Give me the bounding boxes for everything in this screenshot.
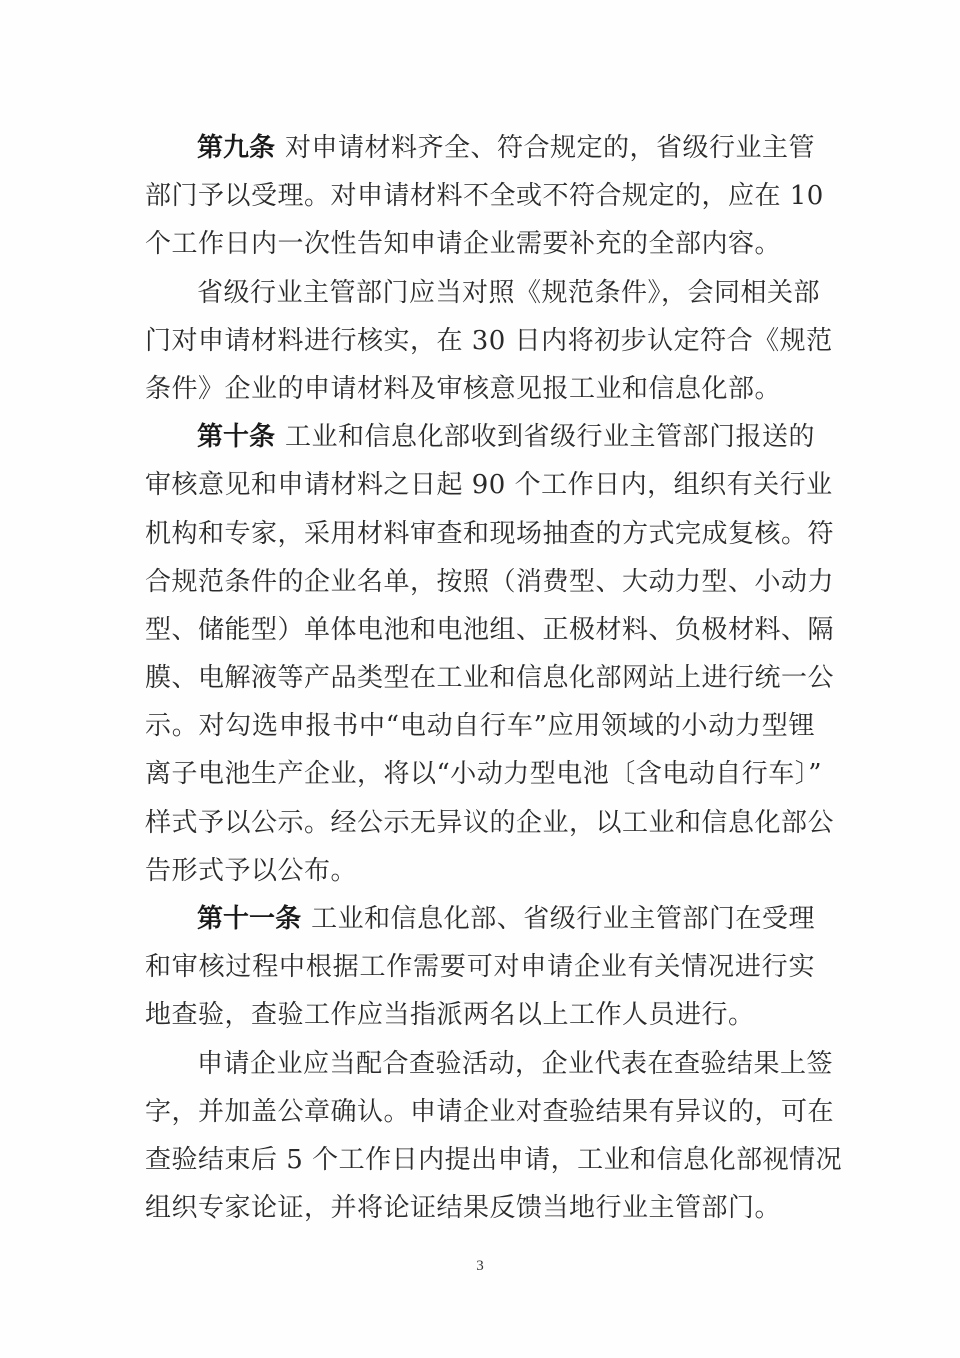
article-heading: 第十条 xyxy=(197,422,276,453)
text-line: 和审核过程中根据工作需要可对申请企业有关情况进行实 xyxy=(145,952,815,983)
paragraph-article-9-cont xyxy=(145,269,833,414)
text-line: 型、储能型）单体电池和电池组、正极材料、负极材料、隔 xyxy=(145,614,835,645)
text-line: 机构和专家，采用材料审查和现场抽查的方式完成复核。符 xyxy=(145,518,835,549)
text-line: 地查验，查验工作应当指派两名以上工作人员进行。 xyxy=(145,1000,755,1031)
paragraph-article-11 xyxy=(145,895,815,1040)
text-span: 对申请材料齐全、符合规定的，省级行业主管 xyxy=(285,133,816,163)
text-line: 申请企业应当配合查验活动，企业代表在查验结果上签 xyxy=(197,1048,834,1079)
text-line: 部门予以受理。对申请材料不全或不符合规定的，应在 10 xyxy=(145,181,824,212)
text-line: 示。对勾选申报书中“电动自行车”应用领域的小动力型锂 xyxy=(145,711,815,742)
text-span: 工业和信息化部收到省级行业主管部门报送的 xyxy=(285,422,816,453)
page-number: 3 xyxy=(476,1258,484,1274)
text-span: 工业和信息化部、省级行业主管部门在受理 xyxy=(311,904,815,934)
text-line: 组织专家论证，并将论证结果反馈当地行业主管部门。 xyxy=(145,1193,782,1224)
text-line: 门对申请材料进行核实，在 30 日内将初步认定符合《规范 xyxy=(145,325,833,356)
text-line: 字，并加盖公章确认。申请企业对查验结果有异议的，可在 xyxy=(145,1096,835,1127)
article-heading: 第九条 xyxy=(197,133,276,163)
paragraph-article-9 xyxy=(145,124,824,269)
text-line xyxy=(145,895,815,943)
paragraph-article-10 xyxy=(145,413,835,895)
text-line: 样式予以公示。经公示无异议的企业，以工业和信息化部公 xyxy=(145,807,835,838)
text-line: 条件》企业的申请材料及审核意见报工业和信息化部。 xyxy=(145,373,782,404)
document-body xyxy=(145,124,843,1232)
text-line: 离子电池生产企业，将以“小动力型电池〔含电动自行车〕” xyxy=(145,759,823,790)
article-heading: 第十一条 xyxy=(197,904,302,934)
paragraph-article-11-cont xyxy=(145,1040,843,1233)
text-line: 告形式予以公布。 xyxy=(145,855,358,886)
text-line: 个工作日内一次性告知申请企业需要补充的全部内容。 xyxy=(145,229,782,260)
text-line: 省级行业主管部门应当对照《规范条件》，会同相关部 xyxy=(197,277,821,308)
text-line xyxy=(145,124,815,172)
text-line xyxy=(145,413,815,461)
text-line: 审核意见和申请材料之日起 90 个工作日内，组织有关行业 xyxy=(145,470,833,501)
text-line: 查验结束后 5 个工作日内提出申请，工业和信息化部视情况 xyxy=(145,1144,843,1175)
text-line: 膜、电解液等产品类型在工业和信息化部网站上进行统一公 xyxy=(145,663,835,694)
text-line: 合规范条件的企业名单，按照（消费型、大动力型、小动力 xyxy=(145,566,835,597)
